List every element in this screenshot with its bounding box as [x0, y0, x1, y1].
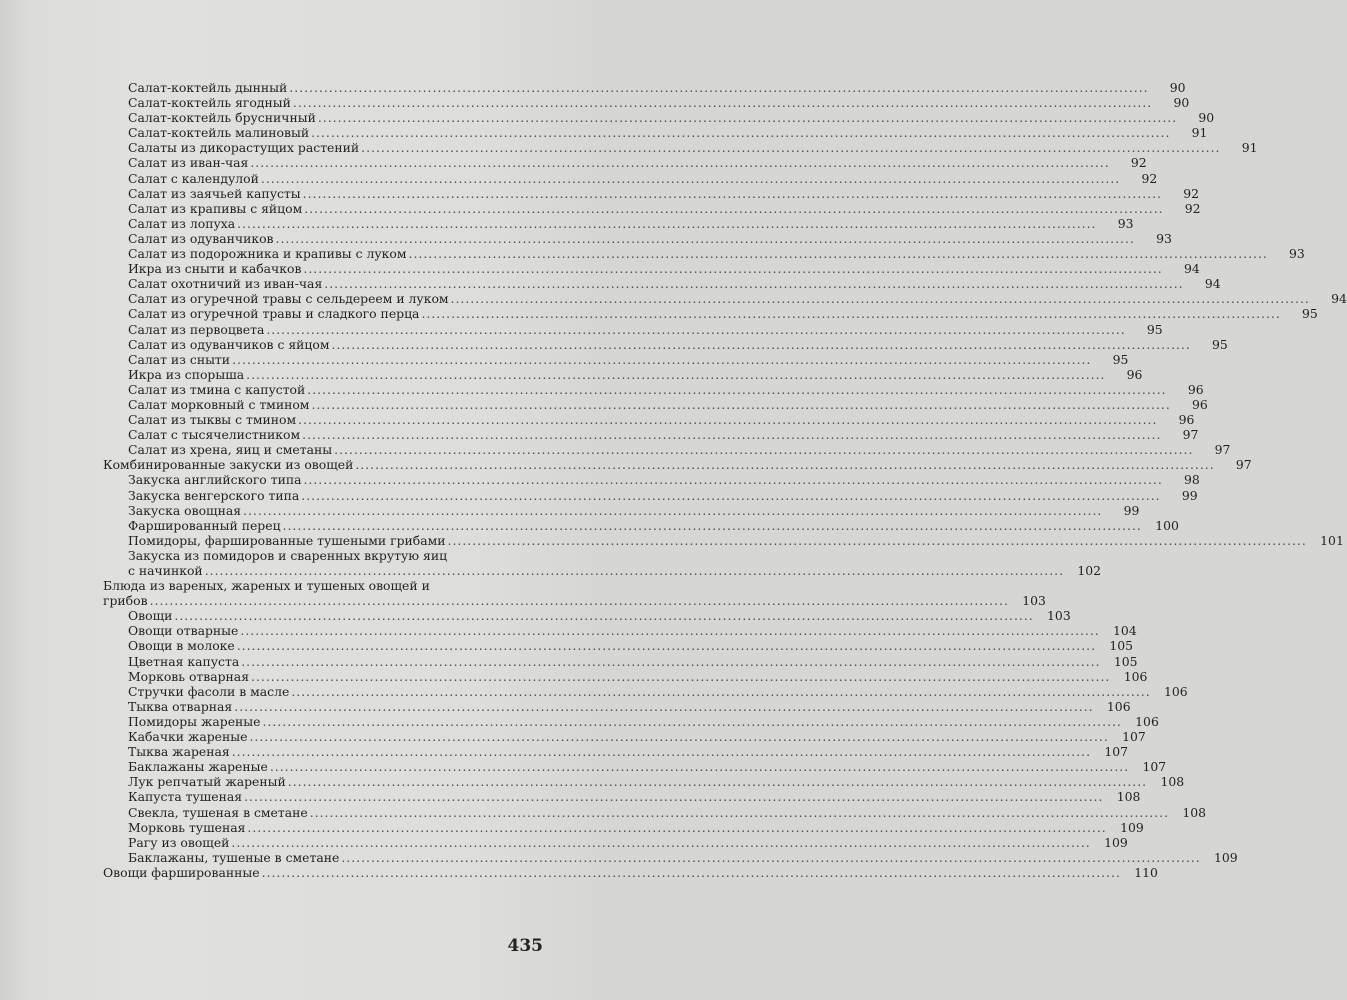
toc-entry — [103, 336, 1228, 352]
leader-dots — [301, 488, 1160, 503]
toc-entry — [103, 698, 1131, 714]
leader-dots — [150, 593, 1009, 608]
toc-entry-title: Закуска овощная — [128, 502, 242, 518]
toc-entry-title: Фаршированный перец — [128, 517, 281, 533]
toc-entry-page: 107 — [1122, 729, 1146, 745]
toc-entry-title: Салат с тысячелистником — [128, 427, 301, 443]
leader-dots — [266, 322, 1125, 337]
leader-dots — [303, 186, 1162, 201]
toc-entry — [103, 427, 1199, 443]
toc-entry-page: 102 — [1077, 563, 1102, 578]
toc-entry-title: Икра из сныти и кабачков — [128, 261, 302, 277]
toc-entry-page: 97 — [1182, 427, 1199, 443]
toc-entry-title: Свекла, тушеная в сметане — [128, 804, 308, 820]
toc-entry-page: 110 — [1134, 864, 1158, 880]
toc-entry-title: Салат из хрена, яиц и сметаны — [128, 442, 333, 458]
toc-entry-wrapped — [103, 547, 1102, 578]
toc-entry-page: 90 — [1173, 95, 1190, 111]
leader-dots — [174, 608, 1033, 623]
toc-entry-page: 90 — [1198, 110, 1215, 126]
toc-entry — [103, 849, 1238, 865]
toc-entry — [103, 291, 1347, 307]
toc-entry-title: Рагу из овощей — [128, 834, 230, 850]
leader-dots — [291, 684, 1150, 699]
leader-dots — [250, 155, 1109, 170]
leader-dots — [310, 805, 1169, 820]
leader-dots — [331, 337, 1190, 352]
toc-entry-title: Салат охотничий из иван-чая — [128, 276, 323, 292]
toc-entry-title: Салат из тыквы с тмином — [128, 412, 297, 428]
toc-entry-title: Салат из огуречной травы с сельдереем и луком — [128, 291, 449, 307]
leader-dots — [234, 699, 1093, 714]
toc-entry — [103, 396, 1208, 412]
leader-dots — [270, 759, 1129, 774]
toc-section-last-line — [103, 593, 1046, 609]
toc-entry — [103, 744, 1129, 760]
toc-section — [103, 864, 1158, 880]
toc-section-wrapped — [103, 578, 1046, 609]
toc-entry-page: 96 — [1126, 366, 1143, 382]
toc-entry-title: Помидоры, фаршированные тушеными грибами — [128, 532, 446, 548]
toc-entry-page: 103 — [1047, 608, 1071, 624]
toc-entry-page: 95 — [1146, 321, 1163, 337]
toc-entry-page: 105 — [1113, 653, 1138, 669]
leader-dots — [263, 714, 1122, 729]
toc-section-title-line1: Блюда из вареных, жареных и тушеных овощей и — [103, 578, 430, 594]
leader-dots — [334, 442, 1193, 457]
toc-entry-page: 99 — [1181, 487, 1198, 503]
toc-entry — [103, 261, 1200, 277]
leader-dots — [241, 654, 1100, 669]
toc-entry — [103, 653, 1138, 669]
leader-dots — [304, 201, 1163, 216]
toc-entry-title: Икра из спорыша — [128, 366, 245, 382]
leader-dots — [247, 820, 1106, 835]
toc-entry — [103, 608, 1071, 624]
toc-entry-title: Салаты из дикорастущих растений — [128, 140, 360, 156]
toc-entry-title: Салат из сныти — [128, 351, 231, 367]
toc-entry-page: 96 — [1191, 396, 1208, 412]
toc-entry — [103, 532, 1344, 548]
toc-section-page: 103 — [1022, 593, 1046, 609]
leader-dots — [262, 865, 1121, 880]
toc-entry-page: 93 — [1289, 246, 1305, 262]
leader-dots — [421, 306, 1280, 321]
page-number: 435 — [507, 936, 543, 956]
toc-section — [103, 457, 1252, 473]
toc-entry — [103, 215, 1134, 231]
toc-entry — [103, 683, 1188, 699]
toc-entry — [103, 834, 1128, 850]
toc-entry-title: Салат из одуванчиков с яйцом — [128, 336, 330, 352]
leader-dots — [249, 729, 1108, 744]
toc-entry — [103, 246, 1305, 262]
leader-dots — [251, 669, 1110, 684]
toc-entry-page: 109 — [1104, 834, 1128, 850]
toc-entry — [103, 729, 1146, 745]
toc-entry — [103, 412, 1195, 428]
toc-entry-title: Баклажаны жареные — [128, 759, 268, 775]
toc-entry — [103, 276, 1221, 292]
leader-dots — [237, 216, 1096, 231]
toc-group-2 — [103, 608, 1238, 880]
toc-entry-page: 108 — [1182, 804, 1207, 820]
toc-entry-page: 93 — [1117, 215, 1134, 231]
toc-entry-title: Салат из подорожника и крапивы с луком — [128, 246, 407, 262]
toc-entry — [103, 95, 1190, 111]
leader-dots — [261, 171, 1120, 186]
toc-entry-page: 92 — [1183, 185, 1199, 201]
leader-dots — [302, 427, 1161, 442]
leader-dots — [451, 291, 1310, 306]
toc-entry-title: Помидоры жареные — [128, 713, 261, 729]
toc-entry — [103, 321, 1163, 337]
toc-entry-page: 100 — [1155, 517, 1179, 533]
toc-entry — [103, 487, 1198, 503]
toc-entry-title: Салат из одуванчиков — [128, 230, 274, 246]
toc-entry-page: 95 — [1301, 306, 1318, 322]
toc-entry-title: Цветная капуста — [128, 653, 240, 669]
toc-entry — [103, 140, 1258, 156]
toc-entry-title: Салат морковный с тмином — [128, 396, 310, 412]
toc-entry — [103, 366, 1143, 382]
toc-entry-page: 108 — [1160, 774, 1185, 790]
toc-entry-title: Салат из первоцвета — [128, 321, 265, 337]
toc-entry-page: 106 — [1123, 668, 1148, 684]
leader-dots — [303, 472, 1162, 487]
toc-entry-title: Салат из лопуха — [128, 215, 236, 231]
leader-dots — [246, 367, 1105, 382]
toc-entry-title: Баклажаны, тушеные в сметане — [128, 849, 340, 865]
toc-entry — [103, 155, 1147, 171]
leader-dots — [283, 518, 1142, 533]
toc-entry-title: Салат с календулой — [128, 170, 259, 186]
toc-entry — [103, 789, 1141, 805]
toc-entry-title: Капуста тушеная — [128, 789, 243, 805]
toc-entry-page: 94 — [1204, 276, 1221, 292]
toc-entry-page: 101 — [1320, 532, 1344, 548]
toc-entry-page: 92 — [1141, 170, 1158, 186]
leader-dots — [341, 850, 1200, 865]
toc-entry — [103, 200, 1201, 216]
toc-entry — [103, 638, 1134, 654]
toc-entry-title: Салат из крапивы с яйцом — [128, 200, 303, 216]
toc-entry-page: 91 — [1191, 125, 1208, 141]
toc-section-title-line2: грибов — [103, 593, 148, 609]
toc-entry-title: Овощи в молоке — [128, 638, 235, 654]
toc-entry — [103, 668, 1148, 684]
toc-entry — [103, 472, 1200, 488]
toc-entry-page: 105 — [1109, 638, 1134, 654]
toc-entry-page: 108 — [1116, 789, 1141, 805]
toc-entry-title: Салат из огуречной травы и сладкого перца — [128, 306, 420, 322]
toc-entry-title-line1: Закуска из помидоров и сваренных вкрутую яиц — [128, 547, 448, 563]
toc-entry — [103, 185, 1199, 201]
toc-entry-page: 99 — [1123, 502, 1140, 518]
toc-entry-title: Морковь отварная — [128, 668, 250, 684]
toc-entry-page: 95 — [1112, 351, 1129, 367]
leader-dots — [231, 835, 1090, 850]
toc-entry-page: 94 — [1331, 291, 1347, 307]
toc-entry-page: 106 — [1106, 698, 1131, 714]
toc-entry-title: Салат-коктейль дынный — [128, 80, 288, 95]
toc-entry — [103, 125, 1208, 141]
toc-entry — [103, 623, 1137, 639]
toc-entry-page: 91 — [1241, 140, 1258, 156]
toc-entry-page: 109 — [1214, 849, 1238, 865]
toc-entry-title: Салат из иван-чая — [128, 155, 249, 171]
toc-entry-page: 93 — [1156, 230, 1172, 246]
toc-entry-page: 97 — [1235, 457, 1252, 473]
toc-entry — [103, 442, 1231, 458]
leader-dots — [361, 140, 1220, 155]
toc-entry-page: 107 — [1142, 759, 1167, 775]
toc-entry-title: Салат из тмина с капустой — [128, 381, 306, 397]
leader-dots — [318, 110, 1177, 125]
toc-entry — [103, 80, 1186, 95]
leader-dots — [303, 261, 1162, 276]
leader-dots — [355, 457, 1214, 472]
toc-entry-title: Закуска венгерского типа — [128, 487, 300, 503]
toc-entry-title: Овощи — [128, 608, 173, 624]
toc-entry — [103, 759, 1167, 775]
leader-dots — [307, 382, 1166, 397]
toc-entry — [103, 713, 1159, 729]
toc-entry-page: 98 — [1184, 472, 1200, 488]
toc-entry-page: 96 — [1187, 381, 1204, 397]
toc-group-1 — [103, 80, 1347, 548]
toc-entry-title: Кабачки жареные — [128, 729, 248, 745]
toc-entry-page: 107 — [1104, 744, 1129, 760]
toc-entry — [103, 170, 1158, 186]
leader-dots — [293, 95, 1152, 110]
toc-entry — [103, 230, 1172, 246]
leader-dots — [232, 744, 1091, 759]
toc-entry-page: 92 — [1184, 200, 1201, 216]
toc-entry-title: Овощи фаршированные — [103, 864, 260, 880]
leader-dots — [243, 503, 1102, 518]
leader-dots — [324, 276, 1183, 291]
leader-dots — [276, 231, 1135, 246]
toc-entry-title: Тыква жареная — [128, 744, 230, 760]
toc-entry-title: Комбинированные закуски из овощей — [103, 457, 354, 473]
toc-entry-title: Салат-коктейль малиновый — [128, 125, 310, 141]
toc-entry — [103, 517, 1179, 533]
leader-dots — [311, 125, 1170, 140]
leader-dots — [232, 352, 1091, 367]
leader-dots — [288, 774, 1147, 789]
toc-entry-page: 106 — [1135, 713, 1159, 729]
leader-dots — [409, 246, 1268, 261]
toc-entry-title: Морковь тушеная — [128, 819, 246, 835]
toc-entry-title: Салат-коктейль брусничный — [128, 110, 316, 126]
table-of-contents — [103, 80, 1347, 880]
toc-entry-title: Салат из заячьей капусты — [128, 185, 301, 201]
toc-entry-title: Тыква отварная — [128, 698, 233, 714]
toc-entry-page: 90 — [1169, 80, 1186, 95]
toc-entry — [103, 774, 1185, 790]
leader-dots — [298, 412, 1157, 427]
toc-entry-title: Закуска английского типа — [128, 472, 302, 488]
toc-entry-page: 94 — [1183, 261, 1200, 277]
leader-dots — [289, 80, 1148, 95]
toc-entry — [103, 351, 1129, 367]
toc-entry — [103, 502, 1140, 518]
toc-entry-page: 95 — [1212, 336, 1228, 352]
toc-entry — [103, 306, 1318, 322]
toc-entry-page: 104 — [1113, 623, 1137, 639]
toc-entry-page: 92 — [1130, 155, 1147, 171]
toc-entry-title: Стручки фасоли в масле — [128, 683, 290, 699]
leader-dots — [448, 533, 1307, 548]
leader-dots — [205, 563, 1064, 578]
leader-dots — [311, 397, 1170, 412]
toc-entry-title: Салат-коктейль ягодный — [128, 95, 291, 111]
toc-entry — [103, 819, 1144, 835]
leader-dots — [237, 638, 1096, 653]
toc-entry-page: 96 — [1178, 412, 1195, 428]
toc-entry-last-line — [128, 563, 1102, 578]
toc-entry-title: Лук репчатый жареный — [128, 774, 286, 790]
leader-dots — [244, 789, 1103, 804]
toc-entry-page: 97 — [1214, 442, 1231, 458]
toc-entry — [103, 381, 1204, 397]
toc-entry — [103, 110, 1215, 126]
toc-entry-page: 106 — [1164, 683, 1188, 699]
toc-entry-page: 109 — [1120, 819, 1144, 835]
toc-entry — [103, 804, 1207, 820]
toc-entry-title: Овощи отварные — [128, 623, 239, 639]
leader-dots — [240, 623, 1099, 638]
toc-entry-title-line2: с начинкой — [128, 563, 203, 578]
